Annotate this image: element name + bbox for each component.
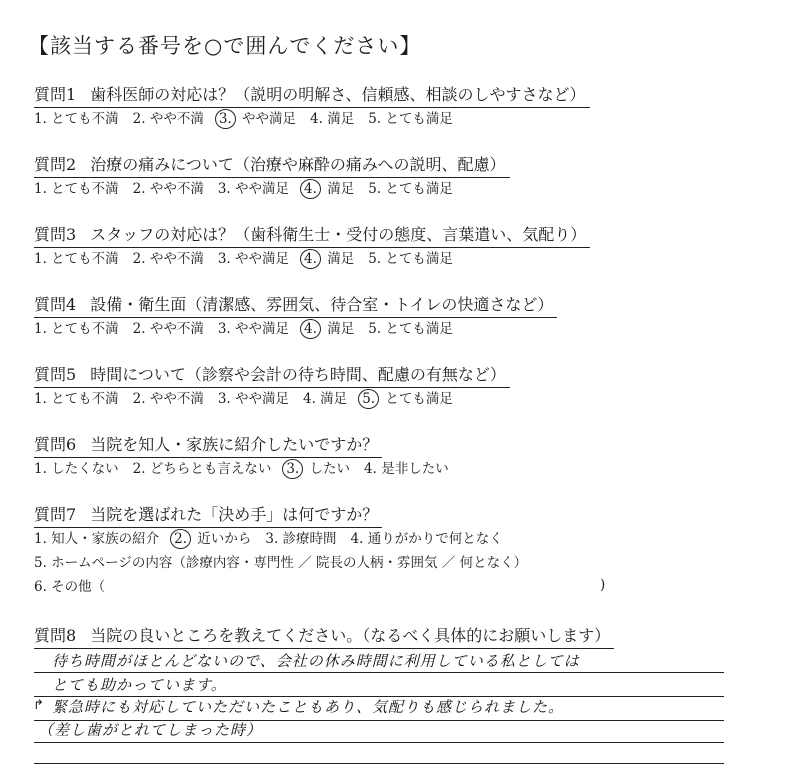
option-label: したい (305, 461, 351, 477)
arrow-icon: ↱ (33, 698, 44, 713)
option-1[interactable]: 1. したくない (34, 461, 119, 477)
option-label: 満足 (322, 251, 355, 267)
selected-circle: 4. (300, 179, 321, 199)
option-2[interactable]: 2. やや不満 (132, 251, 204, 267)
handwritten-answer-line3: 緊急時にも対応していただいたこともあり、気配りも感じられました。 (52, 698, 565, 716)
selected-circle: 4. (300, 319, 321, 339)
question-number: 質問2 (34, 155, 77, 174)
option-1[interactable]: 1. とても不満 (34, 321, 119, 337)
handwritten-answer-line1: 待ち時間がほとんどないので、会社の休み時間に利用している私としては (52, 652, 580, 670)
question-1 (34, 82, 590, 108)
option-4[interactable]: 4. 是非したい (364, 461, 449, 477)
selected-circle: 5. (358, 389, 379, 409)
option-5[interactable]: 5. とても満足 (368, 181, 453, 197)
option-3[interactable]: 3. やや満足 (217, 321, 290, 337)
selected-circle: 2. (170, 529, 191, 549)
option-1[interactable]: 1. とても不満 (34, 391, 119, 407)
question-2 (34, 152, 510, 178)
answer-line-5 (34, 763, 724, 764)
options-q3 (34, 247, 467, 269)
question-number: 質問5 (34, 365, 77, 384)
options-q7 (34, 527, 517, 549)
option-2[interactable]: 2. やや不満 (132, 181, 204, 197)
option-2[interactable]: 2. やや不満 (132, 111, 204, 127)
option-3[interactable]: 3. やや満足 (217, 391, 290, 407)
option-2[interactable]: 2. やや不満 (132, 391, 204, 407)
options-q5 (34, 387, 467, 409)
option-4[interactable] (303, 181, 354, 197)
option-3[interactable] (218, 111, 296, 127)
option-5[interactable]: 5. とても満足 (368, 111, 453, 127)
question-number: 質問6 (34, 435, 77, 454)
options-q1 (34, 107, 467, 129)
option-label: 近いから (193, 531, 252, 547)
question-text: 設備・衛生面（清潔感、雰囲気、待合室・トイレの快適さなど） (90, 295, 554, 314)
option-2[interactable] (173, 531, 251, 547)
option-4[interactable]: 4. 通りがかりで何となく (350, 531, 503, 547)
selected-circle: 3. (215, 109, 236, 129)
handwritten-answer-line4: （差し歯がとれてしまった時） (38, 721, 263, 739)
option-4[interactable] (303, 321, 354, 337)
options-q4 (34, 317, 467, 339)
question-number: 質問1 (34, 85, 77, 104)
option-5[interactable] (361, 391, 453, 407)
options-q6 (34, 457, 463, 479)
option-3[interactable]: 3. 診療時間 (265, 531, 337, 547)
option-3[interactable]: 3. やや満足 (217, 181, 290, 197)
question-number: 質問4 (34, 295, 77, 314)
option-1[interactable]: 1. 知人・家族の紹介 (34, 531, 160, 547)
option-4[interactable] (303, 251, 354, 267)
selected-circle: 3. (282, 459, 303, 479)
question-number: 質問8 (34, 626, 77, 645)
question-3 (34, 222, 590, 248)
question-number: 質問3 (34, 225, 77, 244)
question-text: 当院の良いところを教えてください。（なるべく具体的にお願いします） (90, 626, 611, 645)
answer-line-1 (34, 672, 724, 673)
option-2[interactable]: 2. どちらとも言えない (132, 461, 272, 477)
option-2[interactable]: 2. やや不満 (132, 321, 204, 337)
question-number: 質問7 (34, 505, 77, 524)
answer-line-4 (34, 742, 724, 743)
question-5 (34, 362, 510, 388)
option-label: やや満足 (237, 111, 297, 127)
option-1[interactable]: 1. とても不満 (34, 111, 119, 127)
question-6 (34, 432, 382, 458)
question-text: 治療の痛みについて（治療や麻酔の痛みへの説明、配慮） (90, 155, 506, 174)
option-label: 満足 (322, 181, 355, 197)
option-label: 満足 (322, 321, 355, 337)
question-text: 歯科医師の対応は？（説明の明解さ、信頼感、相談のしやすさなど） (90, 85, 586, 104)
question-text: 時間について（診察や会計の待ち時間、配慮の有無など） (90, 365, 506, 384)
option-5[interactable]: 5. とても満足 (368, 321, 453, 337)
form-header: 【該当する番号を○で囲んでください】 (28, 34, 422, 58)
option-1[interactable]: 1. とても不満 (34, 181, 119, 197)
option-1[interactable]: 1. とても不満 (34, 251, 119, 267)
option-4[interactable]: 4. 満足 (310, 111, 355, 127)
option-4[interactable]: 4. 満足 (303, 391, 348, 407)
option-3[interactable]: 3. やや満足 (217, 251, 290, 267)
options-q2 (34, 177, 467, 199)
question-text: 当院を選ばれた「決め手」は何ですか？ (90, 505, 379, 524)
selected-circle: 4. (300, 249, 321, 269)
option-5[interactable]: 5. とても満足 (368, 251, 453, 267)
options-q7-line3: 6. その他（ (34, 579, 106, 595)
handwritten-answer-line2: とても助かっています。 (52, 676, 227, 694)
question-4 (34, 292, 557, 318)
question-7 (34, 502, 382, 528)
options-q7-line2: 5. ホームページの内容（診療内容・専門性 ／ 院長の人柄・雰囲気 ／ 何となく） (34, 555, 528, 571)
other-close-paren: ) (600, 577, 606, 593)
question-8 (34, 623, 614, 649)
question-text: スタッフの対応は？（歯科衛生士・受付の態度、言葉遣い、気配り） (90, 225, 587, 244)
option-label: とても満足 (381, 391, 453, 407)
question-text: 当院を知人・家族に紹介したいですか？ (90, 435, 379, 454)
option-3[interactable] (285, 461, 350, 477)
